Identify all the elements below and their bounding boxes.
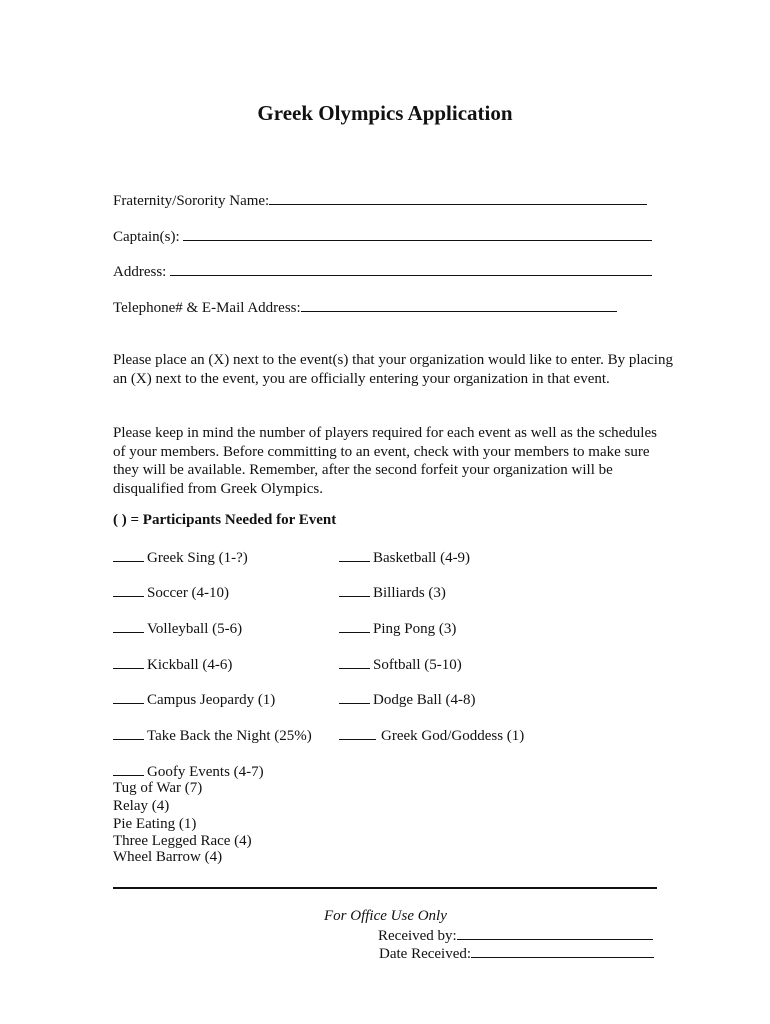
event-label: Greek God/Goddess (1) xyxy=(381,728,525,744)
event-label: Campus Jeopardy (1) xyxy=(147,692,276,708)
checkbox-blank[interactable] xyxy=(113,548,144,562)
goofy-sub-event-wheel-barrow: Wheel Barrow (4) xyxy=(113,849,223,865)
event-campus-jeopardy[interactable] xyxy=(113,690,275,709)
goofy-sub-event-relay: Relay (4) xyxy=(113,798,170,814)
goofy-sub-event-tug-of-war: Tug of War (7) xyxy=(113,780,203,796)
participants-legend: ( ) = Participants Needed for Event xyxy=(113,512,337,528)
checkbox-blank[interactable] xyxy=(113,690,144,704)
event-ping-pong[interactable] xyxy=(339,619,456,638)
checkbox-blank[interactable] xyxy=(113,583,144,597)
event-label: Softball (5-10) xyxy=(373,657,462,673)
address-label: Address: xyxy=(113,264,167,280)
checkbox-blank[interactable] xyxy=(113,762,144,776)
goofy-sub-event-three-legged-race: Three Legged Race (4) xyxy=(113,833,252,849)
date-received-field[interactable] xyxy=(379,944,654,963)
checkbox-blank[interactable] xyxy=(339,726,376,740)
checkbox-blank[interactable] xyxy=(113,726,144,740)
contact-field[interactable] xyxy=(113,298,617,317)
event-label: Soccer (4-10) xyxy=(147,585,230,601)
goofy-sub-event-pie-eating: Pie Eating (1) xyxy=(113,816,197,832)
address-line[interactable] xyxy=(170,262,652,276)
event-kickball[interactable] xyxy=(113,655,232,674)
event-greek-sing[interactable] xyxy=(113,548,248,567)
checkbox-blank[interactable] xyxy=(339,655,370,669)
checkbox-blank[interactable] xyxy=(113,655,144,669)
office-divider xyxy=(113,887,657,889)
event-volleyball[interactable] xyxy=(113,619,242,638)
event-label: Kickball (4-6) xyxy=(147,657,233,673)
event-dodge-ball[interactable] xyxy=(339,690,475,709)
event-label: Basketball (4-9) xyxy=(373,550,471,566)
event-label: Ping Pong (3) xyxy=(373,621,457,637)
checkbox-blank[interactable] xyxy=(113,619,144,633)
event-take-back-the-night[interactable] xyxy=(113,726,312,745)
event-label: Goofy Events (4-7) xyxy=(147,764,264,780)
captains-label: Captain(s): xyxy=(113,229,180,245)
org-name-line[interactable] xyxy=(269,191,647,205)
event-basketball[interactable] xyxy=(339,548,470,567)
event-greek-god-goddess[interactable] xyxy=(339,726,524,745)
checkbox-blank[interactable] xyxy=(339,548,370,562)
event-soccer[interactable] xyxy=(113,583,229,602)
event-softball[interactable] xyxy=(339,655,462,674)
event-billiards[interactable] xyxy=(339,583,446,602)
instructions-paragraph-2: Please keep in mind the number of players required for each event as well as the schedules of your members. Before committing to an event, check with your members to make sure they will be available. Remember, after the second forfeit your organization will be disqualified from Greek Olympics. xyxy=(113,425,657,497)
captains-field[interactable] xyxy=(113,227,652,246)
date-received-line[interactable] xyxy=(471,944,654,958)
received-by-field[interactable] xyxy=(378,926,653,945)
event-label: Take Back the Night (25%) xyxy=(147,728,312,744)
date-received-label: Date Received: xyxy=(379,946,472,962)
event-label: Greek Sing (1-?) xyxy=(147,550,248,566)
org-name-label: Fraternity/Sorority Name: xyxy=(113,193,270,209)
org-name-field[interactable] xyxy=(113,191,647,210)
checkbox-blank[interactable] xyxy=(339,690,370,704)
captains-line[interactable] xyxy=(183,227,652,241)
event-label: Volleyball (5-6) xyxy=(147,621,243,637)
contact-line[interactable] xyxy=(301,298,617,312)
event-label: Billiards (3) xyxy=(373,585,446,601)
office-use-heading: For Office Use Only xyxy=(324,908,447,924)
event-label: Dodge Ball (4-8) xyxy=(373,692,476,708)
page-title: Greek Olympics Application xyxy=(257,101,513,125)
instructions-paragraph-1: Please place an (X) next to the event(s) that your organization would like to enter. By placing an (X) next to the event, you are officially entering your organization in that event. xyxy=(113,352,673,387)
address-field[interactable] xyxy=(113,262,652,281)
received-by-label: Received by: xyxy=(378,928,457,944)
checkbox-blank[interactable] xyxy=(339,583,370,597)
checkbox-blank[interactable] xyxy=(339,619,370,633)
received-by-line[interactable] xyxy=(457,926,653,940)
contact-label: Telephone# & E-Mail Address: xyxy=(113,300,301,316)
event-goofy-events[interactable] xyxy=(113,762,264,781)
